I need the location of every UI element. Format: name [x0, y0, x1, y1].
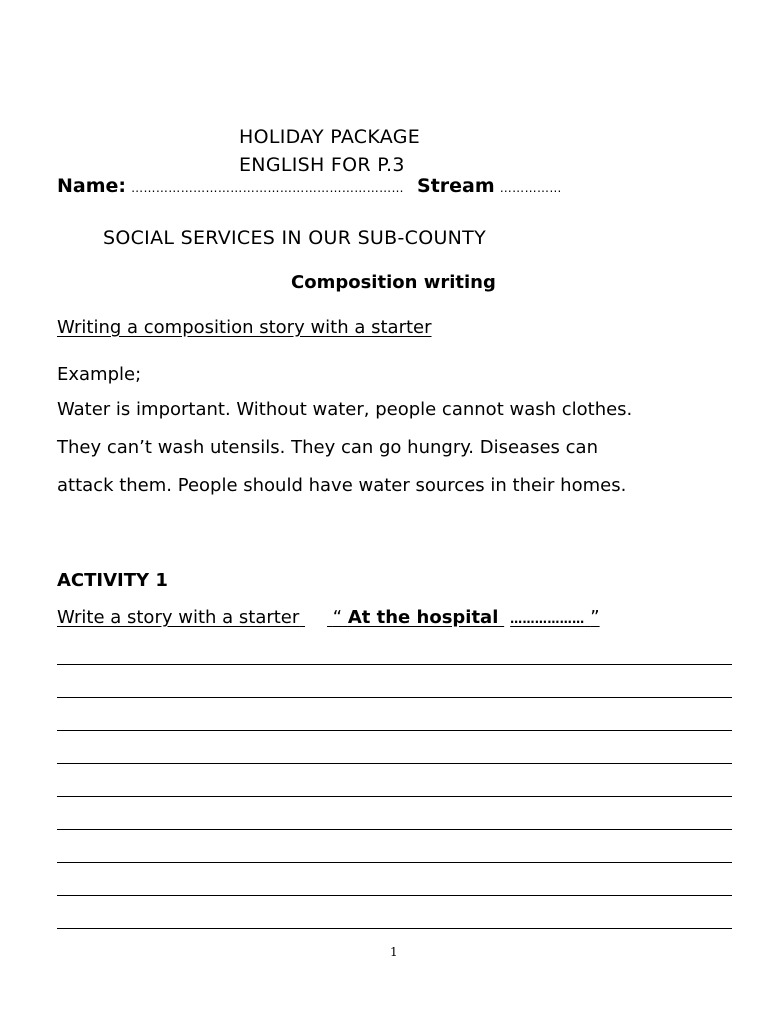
starter-close-quote: ” [590, 607, 600, 628]
name-label: Name: [57, 175, 127, 197]
section-title: SOCIAL SERVICES IN OUR SUB-COUNTY [103, 227, 486, 249]
writing-line[interactable] [57, 664, 732, 665]
name-blank[interactable]: ………………………………………………………… [131, 181, 404, 195]
starter-open-quote: “ [332, 607, 343, 628]
example-line-3: attack them. People should have water sources in their homes. [57, 475, 627, 496]
writing-line[interactable] [57, 730, 732, 731]
page-number: 1 [390, 945, 398, 959]
writing-line[interactable] [57, 928, 732, 929]
activity-title: ACTIVITY 1 [57, 570, 168, 591]
stream-blank[interactable]: …………… [499, 181, 562, 195]
name-stream-row [57, 175, 657, 205]
starter-text: At the hospital [347, 607, 499, 628]
example-line-2: They can’t wash utensils. They can go hungry. Diseases can [57, 437, 598, 458]
stream-label: Stream [417, 175, 495, 197]
header-title: HOLIDAY PACKAGE [239, 126, 421, 148]
instruction: Writing a composition story with a starter [57, 317, 432, 338]
writing-line[interactable] [57, 697, 732, 698]
header-subtitle: ENGLISH FOR P.3 [239, 154, 405, 176]
writing-line[interactable] [57, 829, 732, 830]
writing-line[interactable] [57, 796, 732, 797]
writing-line[interactable] [57, 862, 732, 863]
example-label: Example; [57, 364, 142, 385]
activity-prompt-row [57, 607, 600, 628]
writing-line[interactable] [57, 895, 732, 896]
subheading: Composition writing [291, 272, 496, 293]
writing-line[interactable] [57, 763, 732, 764]
example-line-1: Water is important. Without water, people cannot wash clothes. [57, 399, 633, 420]
starter-dots: ……………… [510, 612, 585, 626]
writing-lines[interactable] [57, 664, 732, 961]
activity-prompt: Write a story with a starter [57, 607, 300, 628]
